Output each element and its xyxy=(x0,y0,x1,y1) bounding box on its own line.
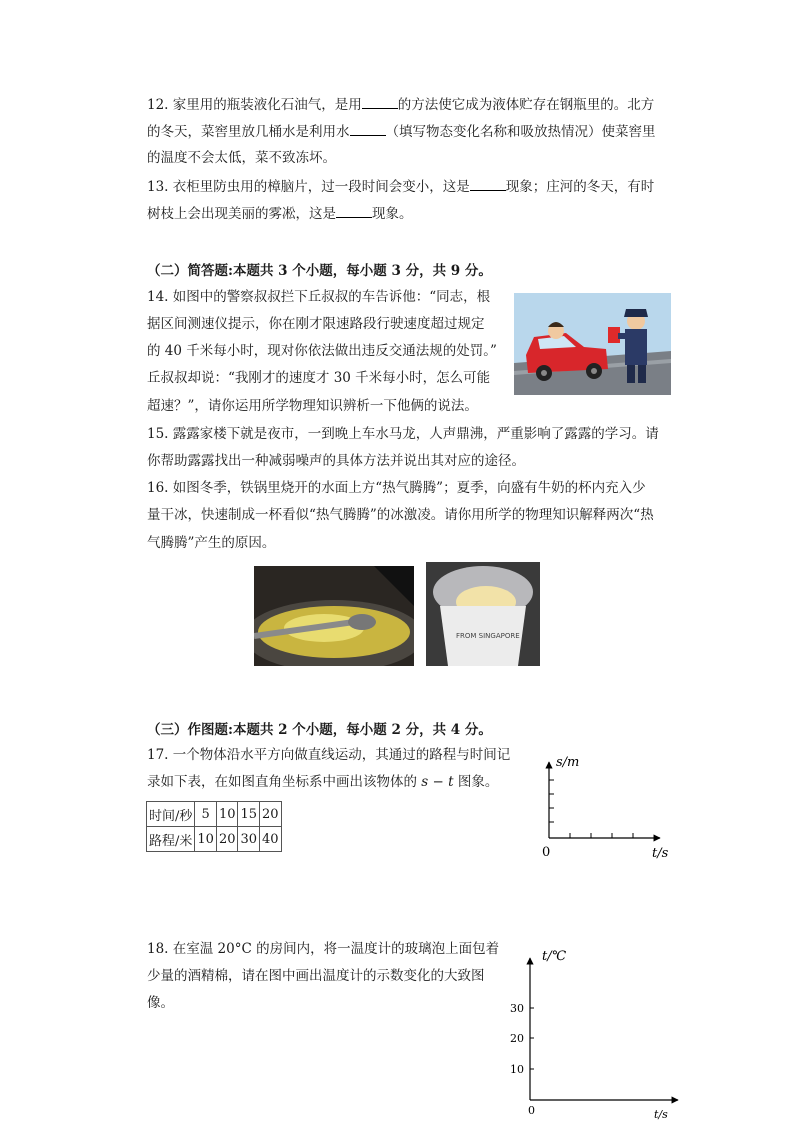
x-axis-label: t/s xyxy=(654,1108,668,1120)
table-cell: 15 xyxy=(238,802,260,827)
y-tick-label: 30 xyxy=(510,1002,524,1015)
q13-line2: 树枝上会出现美丽的雾凇，这是 现象。 xyxy=(147,203,413,224)
section-3-title: （三）作图题:本题共 2 个小题，每小题 2 分，共 4 分。 xyxy=(147,722,492,738)
table-cell: 40 xyxy=(260,827,282,852)
dry-ice-icecream-photo xyxy=(426,562,540,666)
y-axis-label: t/℃ xyxy=(542,949,567,964)
x-ticks xyxy=(570,833,633,838)
q13-blank-2[interactable] xyxy=(336,203,372,218)
q12-blank-1[interactable] xyxy=(362,94,398,109)
origin-label: 0 xyxy=(542,845,551,860)
q14-line: 超速？”，请你运用所学物理知识辨析一下他俩的说法。 xyxy=(147,398,478,414)
table-row xyxy=(147,802,282,827)
table-cell: 时间/秒 xyxy=(147,802,195,827)
q14-line: 据区间测速仪提示，你在刚才限速路段行驶速度超过规定 xyxy=(147,316,485,332)
q14-line: 的 40 千米每小时，现对你依法做出违反交通法规的处罚。” xyxy=(147,343,497,359)
table-cell: 30 xyxy=(238,827,260,852)
q13-line1: 13. 衣柜里防虫用的樟脑片，过一段时间会变小，这是 现象；庄河的冬天，有时 xyxy=(147,176,654,197)
x-axis-label: t/s xyxy=(652,846,669,861)
table-cell: 20 xyxy=(260,802,282,827)
wok-steam-photo xyxy=(254,566,414,666)
q18-line: 少量的酒精棉，请在图中画出温度计的示数变化的大致图 xyxy=(147,968,485,984)
table-cell: 10 xyxy=(216,802,238,827)
table-row xyxy=(147,827,282,852)
q13-blank-1[interactable] xyxy=(470,176,506,191)
q17-line2: 录如下表，在如图直角坐标系中画出该物体的 s − t 图象。 xyxy=(147,774,499,790)
table-cell: 10 xyxy=(195,827,217,852)
q15-line: 15. 露露家楼下就是夜市，一到晚上车水马龙，人声鼎沸，严重影响了露露的学习。请 xyxy=(147,426,659,442)
q12-line3: 的温度不会太低，菜不致冻坏。 xyxy=(147,150,336,166)
origin-label: 0 xyxy=(528,1104,535,1117)
y-tick-label: 10 xyxy=(510,1063,524,1076)
q17-line1: 17. 一个物体沿水平方向做直线运动，其通过的路程与时间记 xyxy=(147,747,511,763)
q16-line: 量干冰，快速制成一杯看似“热气腾腾”的冰激凌。请你用所学的物理知识解释两次“热 xyxy=(147,507,654,523)
police-stop-car-illustration xyxy=(514,293,671,395)
q12-blank-2[interactable] xyxy=(350,121,386,136)
y-axis-label: s/m xyxy=(556,755,580,770)
temperature-time-axes[interactable] xyxy=(500,938,690,1120)
q18-line: 18. 在室温 20°C 的房间内，将一温度计的玻璃泡上面包着 xyxy=(147,941,500,957)
table-cell: 路程/米 xyxy=(147,827,195,852)
table-cell: 20 xyxy=(216,827,238,852)
q15-line: 你帮助露露找出一种减弱噪声的具体方法并说出其对应的途径。 xyxy=(147,453,525,469)
q16-line: 气腾腾”产生的原因。 xyxy=(147,535,276,551)
q12-line1: 12. 家里用的瓶装液化石油气，是用 的方法使它成为液体贮存在钢瓶里的。北方 xyxy=(147,94,654,115)
q18-line: 像。 xyxy=(147,995,174,1011)
time-distance-table xyxy=(146,801,282,852)
table-cell: 5 xyxy=(195,802,217,827)
s-t-symbol: s − t xyxy=(421,774,454,790)
q14-line: 14. 如图中的警察叔叔拦下丘叔叔的车告诉他：“同志，根 xyxy=(147,289,491,305)
s-t-axes[interactable] xyxy=(530,750,680,862)
y-ticks xyxy=(549,780,554,822)
section-2-title: （二）简答题:本题共 3 个小题，每小题 3 分，共 9 分。 xyxy=(147,263,492,279)
q12-line2: 的冬天，菜窖里放几桶水是利用水 （填写物态变化名称和吸放热情况）使菜窖里 xyxy=(147,121,656,142)
q16-line: 16. 如图冬季，铁锅里烧开的水面上方“热气腾腾”；夏季，向盛有牛奶的杯内充入少 xyxy=(147,480,646,496)
y-tick-label: 20 xyxy=(510,1032,524,1045)
cup-brand-text: FROM SINGAPORE xyxy=(456,632,520,640)
q14-line: 丘叔叔却说：“我刚才的速度才 30 千米每小时，怎么可能 xyxy=(147,370,491,386)
